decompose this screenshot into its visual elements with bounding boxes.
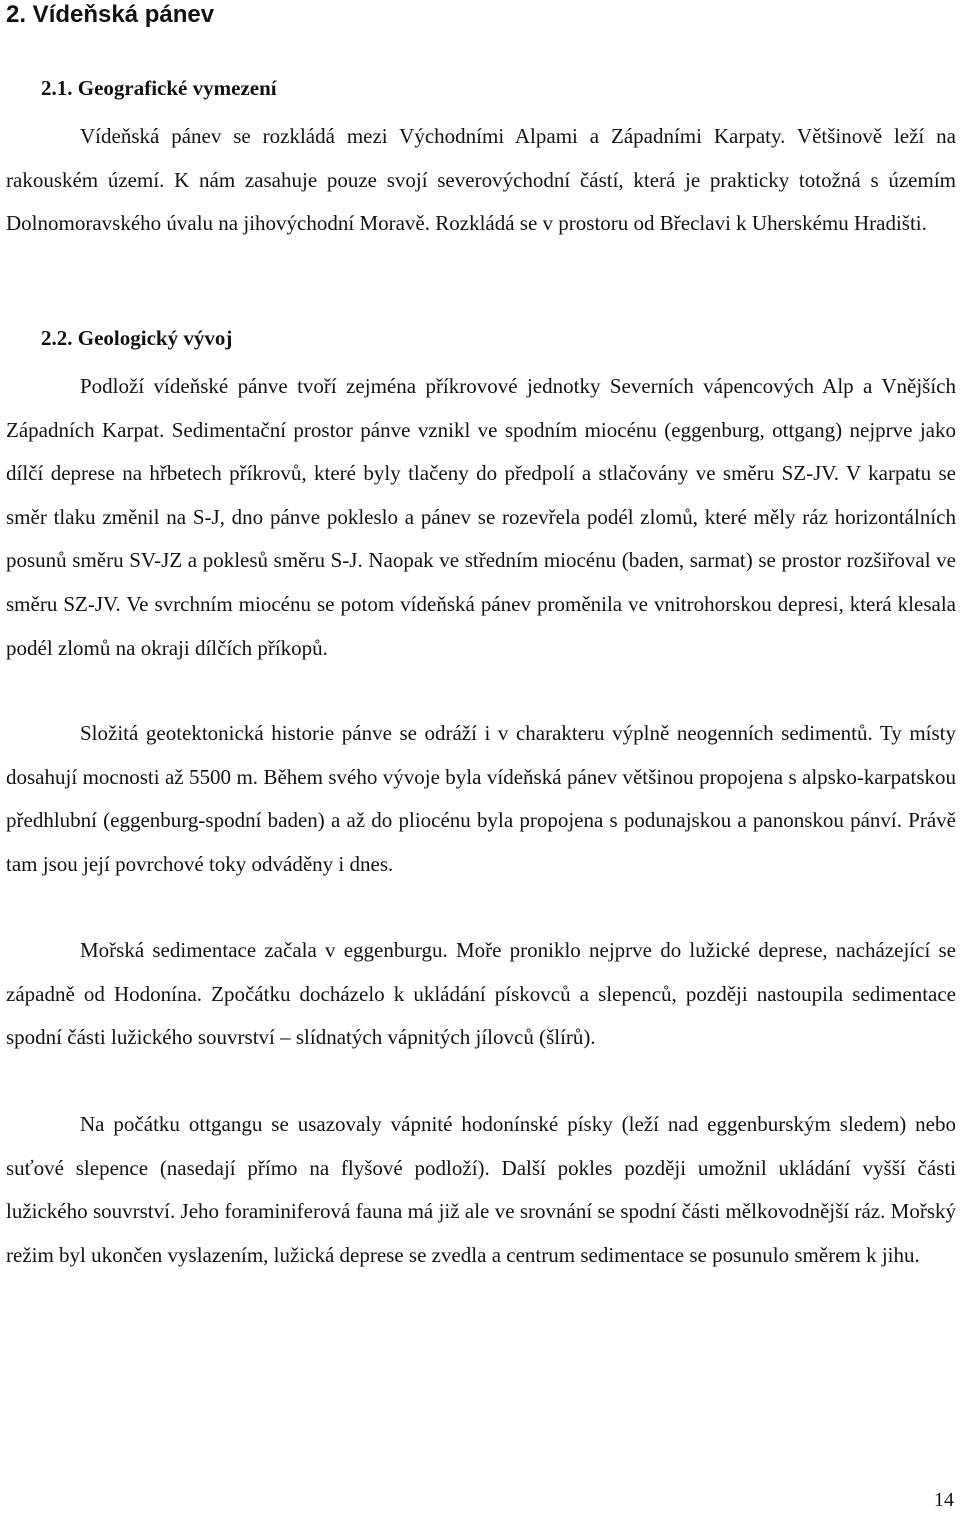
section-heading-geologic: 2.2. Geologický vývoj [41, 326, 233, 350]
paragraph-ottgang: Na počátku ottgangu se usazovaly vápnité hodonínské písky (leží nad eggenburským sledem) nebo suťové slepence (nasedají přímo na flyšové podloží). Další pokles později umožnil ukládání vyšší části lužického souvrství. Jeho foraminiferová fauna má již ale ve srovnání se spodní části mělkovodnější ráz. Mořský režim byl ukončen vyslazením, lužická deprese se zvedla a centrum sedimentace se posunulo směrem k jihu. [6, 1112, 956, 1267]
paragraph-marine-sedimentation: Mořská sedimentace začala v eggenburgu. Moře proniklo nejprve do lužické deprese, nacházející se západně od Hodonína. Zpočátku docházelo k ukládání pískovců a slepenců, později nastoupila sedimentace spodní části lužického souvrství – slídnatých vápnitých jílovců (šlírů). [6, 938, 956, 1050]
section-heading-geographic: 2.1. Geografické vymezení [41, 76, 277, 100]
chapter-heading: 2. Vídeňská pánev [6, 1, 215, 28]
page-number: 14 [934, 1489, 954, 1511]
paragraph-basement: Podloží vídeňské pánve tvoří zejména příkrovové jednotky Severních vápencových Alp a Vnějších Západních Karpat. Sedimentační prostor pánve vznikl ve spodním miocénu (eggenburg, ottgang) nejprve jako dílčí deprese na hřbetech příkrovů, které byly tlačeny do předpolí a stlačovány ve směru SZ-JV. V karpatu se směr tlaku změnil na S-J, dno pánve pokleslo a pánev se rozevřela podél zlomů, které měly ráz horizontálních posunů směru SV-JZ a poklesů směru S-J. Naopak ve středním miocénu (baden, sarmat) se prostor rozšiřoval ve směru SZ-JV. Ve svrchním miocénu se potom vídeňská pánev proměnila ve vnitrohorskou depresi, která klesala podél zlomů na okraji dílčích příkopů. [6, 374, 956, 660]
paragraph-geotectonic-history: Složitá geotektonická historie pánve se odráží i v charakteru výplně neogenních sedimentů. Ty místy dosahují mocnosti až 5500 m. Během svého vývoje byla vídeňská pánev většinou propojena s alpsko-karpatskou předhlubní (eggenburg-spodní baden) a až do pliocénu byla propojena s podunajskou a panonskou pánví. Právě tam jsou její povrchové toky odváděny i dnes. [6, 721, 956, 876]
paragraph-geographic-extent: Vídeňská pánev se rozkládá mezi Východními Alpami a Západními Karpaty. Většinově leží na rakouském území. K nám zasahuje pouze svojí severovýchodní částí, která je prakticky totožná s územím Dolnomoravského úvalu na jihovýchodní Moravě. Rozkládá se v prostoru od Břeclavi k Uherskému Hradišti. [6, 124, 956, 236]
